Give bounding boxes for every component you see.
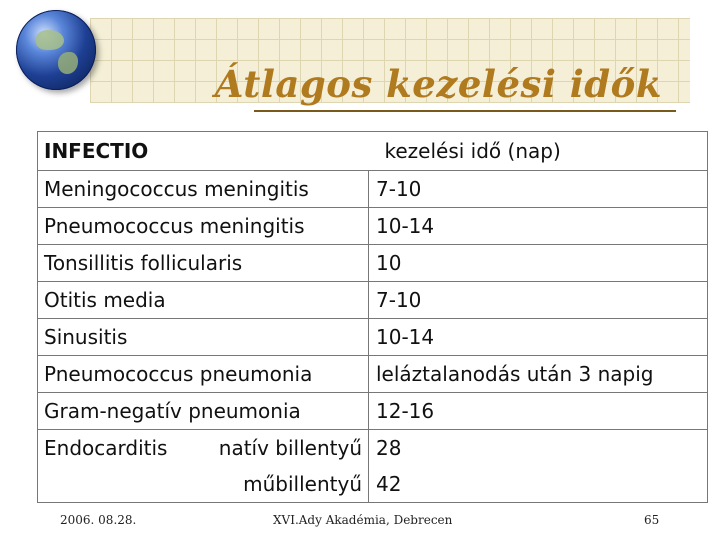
prosthetic-valve-label: műbillentyű xyxy=(243,472,362,496)
native-valve-label: natív billentyű xyxy=(218,436,362,460)
infection-cell: Pneumococcus pneumonia xyxy=(38,356,369,393)
duration-cell: leláztalanodás után 3 napig xyxy=(369,356,708,393)
duration-cell: 7-10 xyxy=(369,282,708,319)
footer-page-number: 65 xyxy=(644,513,660,527)
table-row xyxy=(38,171,708,208)
table-row xyxy=(38,393,708,430)
header-infection: INFECTIO xyxy=(38,132,369,171)
duration-cell: 7-10 xyxy=(369,171,708,208)
globe-icon xyxy=(16,10,96,90)
treatment-duration-table xyxy=(37,131,708,503)
table-row-endocarditis-native xyxy=(38,430,708,467)
footer-date: 2006. 08.28. xyxy=(60,513,137,527)
table-header-row xyxy=(38,132,708,171)
infection-cell: Pneumococcus meningitis xyxy=(38,208,369,245)
infection-cell xyxy=(38,430,369,467)
duration-cell: 10-14 xyxy=(369,319,708,356)
endocarditis-label: Endocarditis xyxy=(44,436,168,460)
slide-title: Átlagos kezelési idők xyxy=(214,62,662,106)
table-row xyxy=(38,319,708,356)
duration-cell: 28 xyxy=(369,430,708,467)
duration-cell: 42 xyxy=(369,466,708,503)
footer-event: XVI.Ady Akadémia, Debrecen xyxy=(273,513,453,527)
table-row-endocarditis-prosthetic xyxy=(38,466,708,503)
title-underline xyxy=(254,110,676,112)
table-row xyxy=(38,245,708,282)
endocarditis-label-group xyxy=(44,430,368,466)
table-row xyxy=(38,282,708,319)
header-duration: kezelési idő (nap) xyxy=(369,132,708,171)
infection-cell: Gram-negatív pneumonia xyxy=(38,393,369,430)
infection-cell: Tonsillitis follicularis xyxy=(38,245,369,282)
duration-cell: 12-16 xyxy=(369,393,708,430)
table-row xyxy=(38,208,708,245)
infection-cell: Meningococcus meningitis xyxy=(38,171,369,208)
table-row xyxy=(38,356,708,393)
infection-cell: Otitis media xyxy=(38,282,369,319)
infection-cell: Sinusitis xyxy=(38,319,369,356)
duration-cell: 10 xyxy=(369,245,708,282)
duration-cell: 10-14 xyxy=(369,208,708,245)
